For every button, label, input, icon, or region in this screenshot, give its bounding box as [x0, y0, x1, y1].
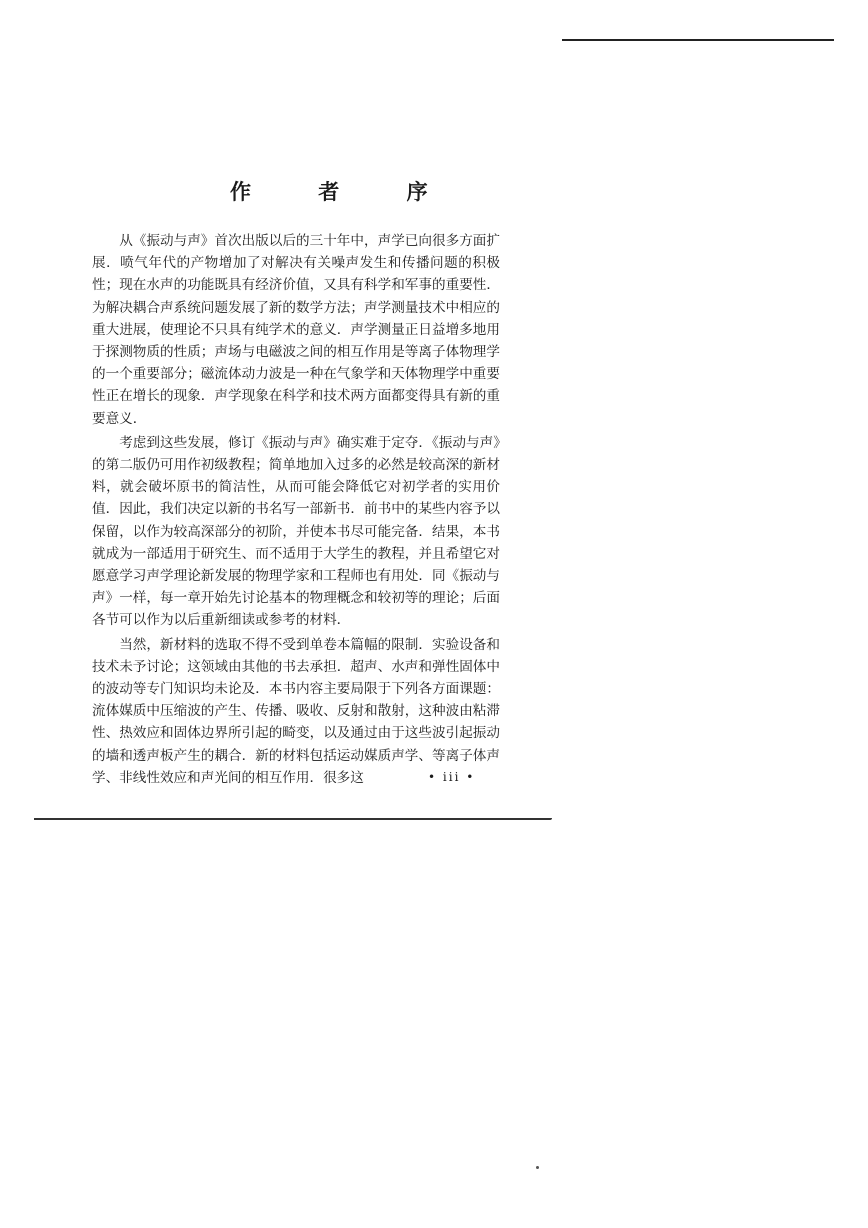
- scan-speck: [536, 1166, 539, 1169]
- bottom-rule: [34, 818, 552, 820]
- paragraph-2: 考虑到这些发展，修订《振动与声》确实难于定夺．《振动与声》的第二版仍可用作初级教程；简单地加入过多的必然是较高深的新材料，就会破坏原书的简洁性，从而可能会降低它对初学者的实用价值．因此，我们决定以新的书名写一部新书．前书中的某些内容予以保留，以作为较高深部分的初阶，并使本书尽可能完备．结果，本书就成为一部适用于研究生、而不适用于大学生的教程，并且希望它对愿意学习声学理论新发展的物理学家和工程师也有用处．同《振动与声》一样，每一章开始先讨论基本的物理概念和较初等的理论；后面各节可以作为以后重新细读或参考的材料．: [92, 434, 500, 629]
- preface-body: [92, 230, 500, 789]
- paragraph-1: 从《振动与声》首次出版以后的三十年中，声学已向很多方面扩展．喷气年代的产物增加了对解决有关噪声发生和传播问题的积极性；现在水声的功能既具有经济价值，又具有科学和军事的重要性．为解决耦合声系统问题发展了新的数学方法；声学测量技术中相应的重大进展，使理论不只具有纯学术的意义．声学测量正日益增多地用于探测物质的性质；声场与电磁波之间的相互作用是等离子体物理学的一个重要部分；磁流体动力波是一种在气象学和天体物理学中重要性正在增长的现象．声学现象在科学和技术两方面都变得具有新的重要意义．: [92, 233, 500, 427]
- paragraph-3: 当然，新材料的选取不得不受到单卷本篇幅的限制．实验设备和技术未予讨论；这领域由其他的书去承担．超声、水声和弹性固体中的波动等专门知识均未论及．本书内容主要局限于下列各方面课题：流体媒质中压缩波的产生、传播、吸收、反射和散射，这种波由粘滞性、热效应和固体边界所引起的畸变，以及通过由于这些波引起振动的墙和透声板产生的耦合．新的材料包括运动媒质声学、等离子体声学、非线性效应和声光间的相互作用．很多这: [92, 636, 500, 786]
- page-title: 作 者 序: [230, 179, 458, 204]
- top-rule: [562, 39, 834, 41]
- page-number: • iii •: [428, 770, 476, 784]
